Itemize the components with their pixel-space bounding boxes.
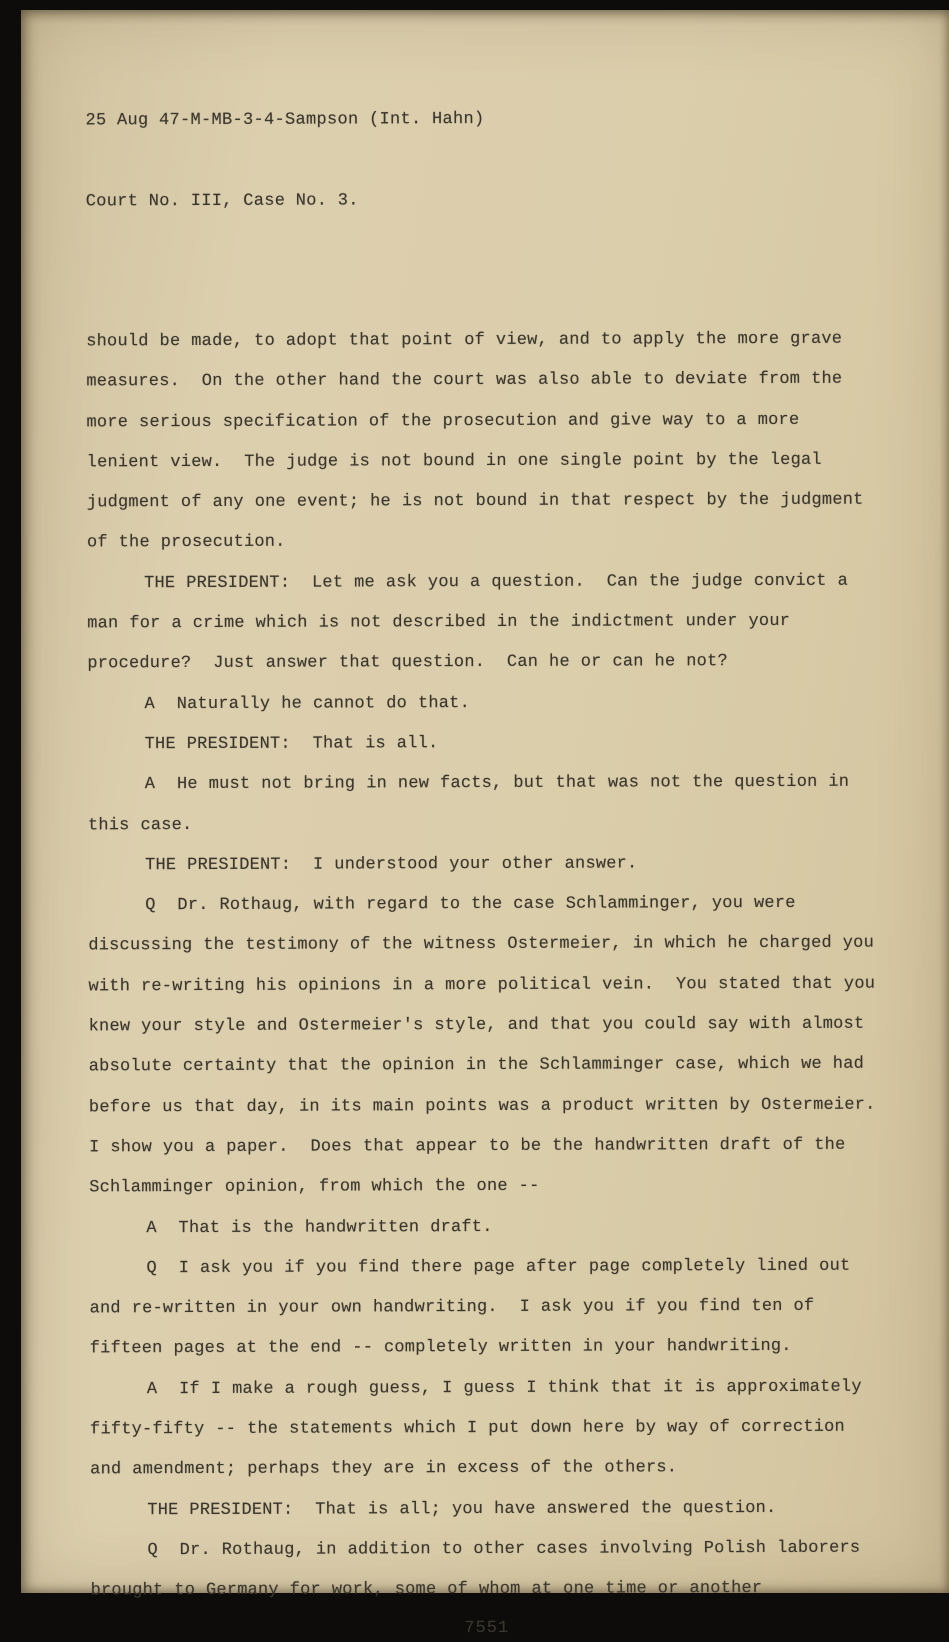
page-header bbox=[85, 51, 878, 270]
header-line-1: 25 Aug 47-M-MB-3-4-Sampson (Int. Hahn) bbox=[85, 109, 485, 131]
document-page bbox=[21, 10, 949, 1638]
transcript-paragraph: THE PRESIDENT: Let me ask you a question. Can the judge convict a man for a crime which is not described in the indictment under your procedure? Just answer that question. Can he or can he not? bbox=[87, 571, 859, 674]
transcript-paragraph: should be made, to adopt that point of view, and to apply the more grave measures. On the other hand the court was also able to deviate from the more serious specification of the prosecution and give way to a more lenient view. The judge is not bound in one single point by the legal judgment of any one event; he is not bound in that respect by the judgment of the prosecution. bbox=[86, 329, 875, 553]
transcript-paragraph: THE PRESIDENT: That is all; you have answered the question. bbox=[147, 1498, 777, 1520]
transcript-paragraph: A Naturally he cannot do that. bbox=[144, 693, 470, 714]
transcript-paragraph: A If I make a rough guess, I guess I think that it is approximately fifty-fifty -- the statements which I put down here by way of correction and amendment; perhaps they are in excess of the others. bbox=[90, 1377, 873, 1480]
header-line-2: Court No. III, Case No. 3. bbox=[85, 191, 359, 212]
transcript-paragraph: Q I ask you if you find there page after page completely lined out and re-written in your own handwriting. I ask you if you find ten of fifteen pages at the end -- completely written in your handwriting. bbox=[89, 1256, 862, 1359]
transcript-paragraph: A He must not bring in new facts, but that was not the question in this case. bbox=[87, 772, 861, 835]
transcript-paragraph: Q Dr. Rothaug, in addition to other cases involving Polish laborers brought to Germany for work, some of whom at one time or another bbox=[90, 1538, 872, 1601]
page-number: 7551 bbox=[464, 1618, 510, 1638]
transcript-paragraph: THE PRESIDENT: That is all. bbox=[144, 734, 439, 755]
transcript-paragraph: THE PRESIDENT: I understood your other answer. bbox=[145, 854, 638, 876]
transcript-body bbox=[86, 320, 898, 1612]
transcript-paragraph: A That is the handwritten draft. bbox=[146, 1217, 493, 1238]
page-content bbox=[85, 51, 898, 1642]
transcript-paragraph: Q Dr. Rothaug, with regard to the case Schlamminger, you were discussing the testimony of the witness Ostermeier, in which he charged you with re-writing his opinions in a more political vein. You stated that you knew your style and Ostermeier's style, and that you could say with almost absolute certainty that the opinion in the Schlamminger case, which we had before us that day, in its main points was a product written by Ostermeier. I show you a paper. Does that appear to be the handwritten draft of the Schlamminger opinion, from which the one -- bbox=[88, 894, 898, 1198]
